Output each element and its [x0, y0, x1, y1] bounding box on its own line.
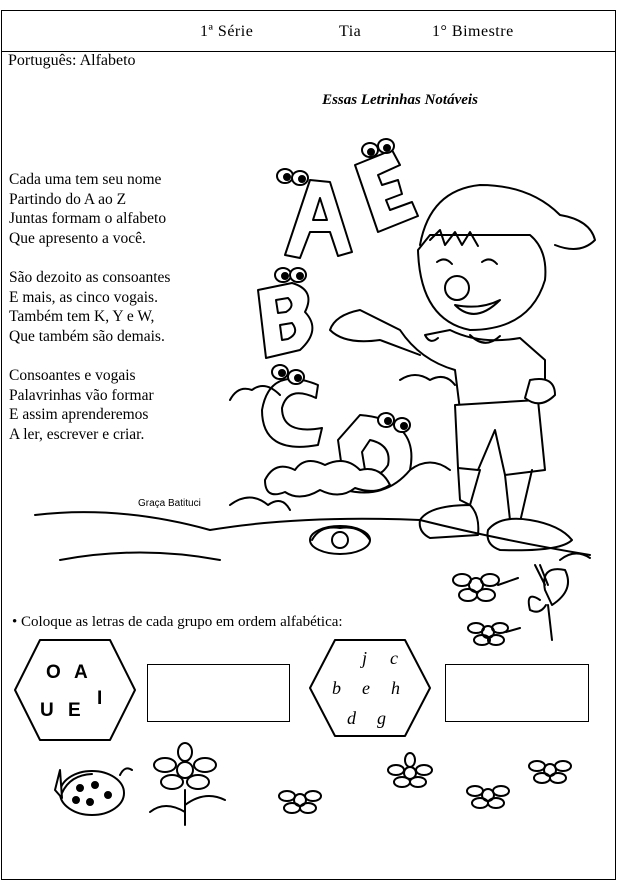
flower-right-2 [468, 623, 520, 645]
flower-ground [310, 526, 370, 554]
answer-box-1[interactable] [147, 664, 290, 722]
subject-heading: Português: Alfabeto [8, 52, 136, 69]
poem-line: Partindo do A ao Z [9, 190, 127, 208]
letter-e-character [355, 139, 418, 232]
hex2-letter: c [390, 648, 398, 668]
poem-line: E assim aprenderemos [9, 406, 149, 424]
butterfly-icon [529, 565, 568, 640]
poem-line: Palavrinhas vão formar [9, 386, 154, 404]
flower-bottom-left [150, 743, 225, 825]
hex2-letter: g [377, 708, 386, 728]
poem-line: Que apresento a você. [9, 229, 146, 247]
exercise-instruction-text: Coloque as letras de cada grupo em ordem alfabética: [21, 614, 343, 630]
hex2-letter: h [391, 678, 400, 698]
letter-c-character [262, 365, 322, 447]
flower-bottom-2 [279, 791, 321, 813]
poem-line: A ler, escrever e criar. [9, 425, 145, 443]
poem-line: Também tem K, Y e W, [9, 308, 155, 326]
poem-line: E mais, as cinco vogais. [9, 288, 158, 306]
hexagon-vowels [15, 640, 135, 740]
boy-character [330, 185, 595, 550]
flower-bottom-4 [529, 761, 571, 783]
hex2-letter: j [362, 648, 368, 668]
illustrator-credit: Graça Batituci [138, 498, 201, 509]
poem-line: Que também são demais. [9, 327, 165, 345]
hex1-letter: I [97, 688, 103, 709]
bullet-icon: • [12, 614, 22, 630]
hex1-letter: A [74, 662, 88, 683]
poem-line: Consoantes e vogais [9, 366, 136, 384]
hex2-letter: d [347, 708, 356, 728]
exercise-instruction [12, 614, 343, 631]
poem-line: Juntas formam o alfabeto [9, 210, 167, 228]
flower-bottom-3 [467, 786, 509, 808]
letter-a-character [277, 169, 352, 258]
term-label: 1° Bimestre [432, 23, 514, 40]
answer-box-2[interactable] [445, 664, 589, 722]
hex1-letter: U [40, 700, 54, 721]
teacher-label: Tia [339, 23, 362, 40]
hex1-letter: E [68, 700, 81, 721]
flower-bottom-1 [388, 753, 432, 787]
poem-title-text: Essas Letrinhas Notáveis [322, 92, 478, 108]
poem-line: São dezoito as consoantes [9, 268, 171, 286]
hex2-letter: e [362, 678, 370, 698]
ladybug-icon [55, 768, 132, 815]
hex1-letter: O [46, 662, 61, 683]
hexagon-consonants [310, 640, 430, 736]
hex2-letter: b [332, 678, 341, 698]
letter-b-character [258, 268, 312, 358]
flower-right-1 [453, 574, 518, 601]
poem-line: Cada uma tem seu nome [9, 171, 162, 188]
grade-label: 1ª Série [200, 23, 254, 40]
